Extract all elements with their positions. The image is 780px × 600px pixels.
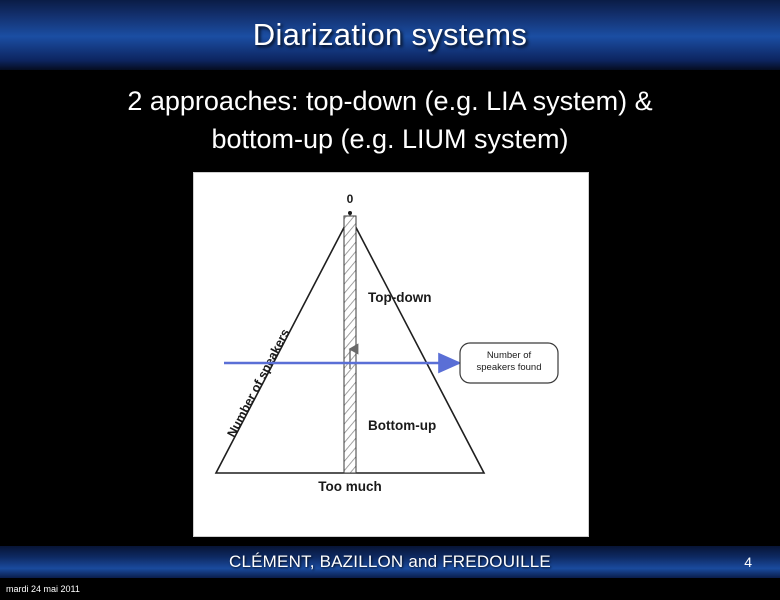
slide-subtitle [40,82,740,158]
apex-dot-icon [348,211,352,215]
base-label-too-much: Too much [318,479,382,494]
axis-label-number-of-speakers: Number of speakers [224,326,293,440]
callout-line-1: Number of [486,350,532,361]
date-label: mardi 24 mai 2011 [6,584,80,594]
footer-page-number [744,546,752,578]
subtitle-line-2: bottom-up (e.g. LIUM system) [211,124,569,154]
region-label-bottom-up: Bottom-up [368,418,437,433]
diarization-triangle-diagram [194,173,588,536]
region-label-top-down: Top-down [368,290,432,305]
date-strip [0,578,780,600]
footer-authors [0,546,780,578]
apex-label: 0 [346,192,354,206]
slide-title-bar [0,0,780,70]
footer-authors-label: CLÉMENT, BAZILLON and FREDOUILLE [229,552,551,571]
page-title: Diarization systems [252,17,528,52]
hatched-band [344,216,356,473]
diagram-container [193,172,589,537]
page-number-label: 4 [744,554,752,570]
subtitle-line-1: 2 approaches: top-down (e.g. LIA system) & [127,86,653,116]
callout-line-2: speakers found [476,362,542,373]
